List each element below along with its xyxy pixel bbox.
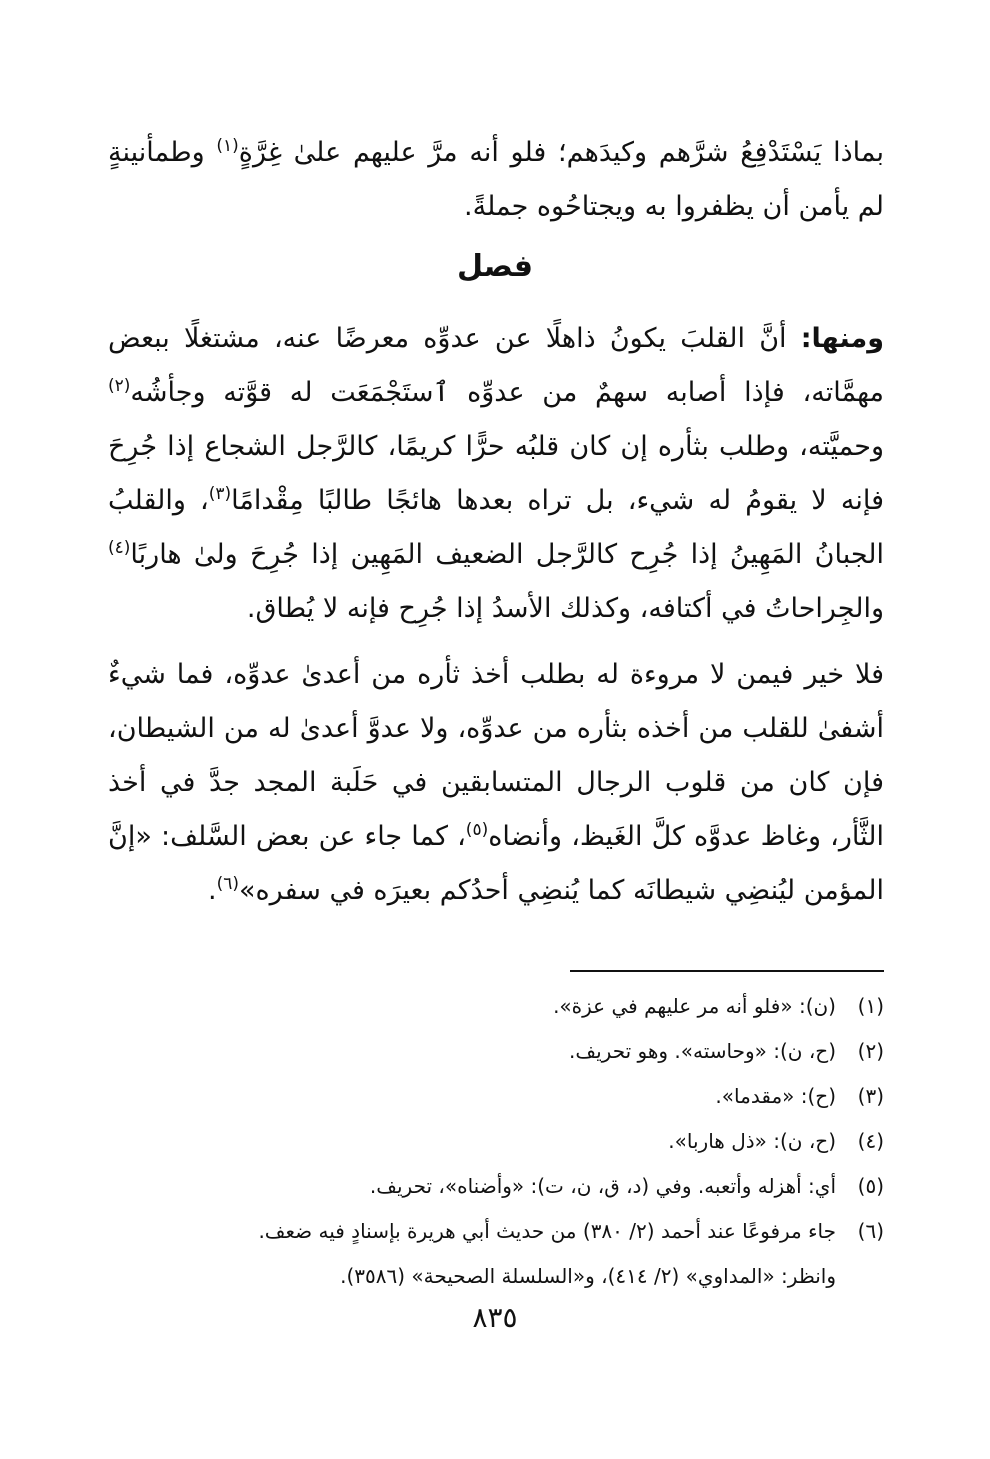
footnote-text: (ح): «مقدما». [715,1084,836,1108]
page-number: ٨٣٥ [472,1301,518,1334]
paragraph-2-text-a: أنَّ القلبَ يكونُ ذاهلًا عن عدوِّه معرضًا عنه، مشتغلًا ببعض مهمَّاته، فإذا أصابه سهمٌ من عدوِّه ٱستَجْمَعَت له قوَّته وجأشُه [108,323,884,408]
footnote-separator [570,970,884,972]
footnote-number: (٦) [857,1219,884,1243]
paragraph-3-text-b: ، كما جاء عن بعض السَّلف: «إنَّ المؤمن ليُنضِي شيطانَه كما يُنضِي أحدُكم بعيرَه في سفره» [108,821,884,906]
footnote-ref-1: (١) [216,136,239,156]
footnote-number: (٣) [857,1084,884,1108]
footnote-item [150,1029,884,1074]
footnote-ref-2: (٢) [108,376,131,396]
paragraph-3 [108,648,884,918]
footnote-item [150,1119,884,1164]
footnote-item [150,1209,884,1299]
paragraph-2-text-d: والجِراحاتُ في أكتافه، وكذلك الأسدُ إذا جُرِح فإنه لا يُطاق. [246,593,884,624]
footnotes-list [150,984,884,1299]
footnote-ref-5: (٥) [465,820,489,840]
section-heading: فصل [457,249,533,284]
paragraph-1-text-a: بماذا يَسْتَدْفِعُ شرَّهم وكيدَهم؛ فلو أنه مرَّ عليهم علىٰ غِرَّةٍ [238,137,884,168]
footnote-number: (٢) [857,1039,884,1063]
paragraph-3-text-a: فلا خير فيمن لا مروءة له بطلب أخذ ثأره من أعدىٰ عدوِّه، فما شيءٌ أشفىٰ للقلب من أخذه بثأره من عدوِّه، ولا عدوَّ أعدىٰ له من الشيطان، فإن كان من قلوب الرجال المتسابقين في حَلَبة المجد جدَّ في أخذ الثَّأر، وغاظ عدوَّه كلَّ الغَيظ، وأنضاه [108,659,884,852]
footnote-number: (٥) [857,1174,884,1198]
paragraph-1 [108,126,884,234]
footnote-continuation: وانظر: «المداوي» (٢/ ٤١٤)، و«السلسلة الصحيحة» (٣٥٨٦). [340,1264,836,1288]
paragraph-3-text-c: . [208,875,217,906]
footnote-item [150,984,884,1029]
footnote-text: أي: أهزله وأتعبه. وفي (د، ق، ن، ت): «وأضناه»، تحريف. [369,1174,836,1198]
footnote-ref-3: (٣) [208,484,232,504]
paragraph-2 [108,312,884,636]
footnote-text: (ح، ن): «ذل هاربا». [668,1129,836,1153]
footnote-ref-6: (٦) [216,874,240,894]
footnote-text: (ح، ن): «وحاسته». وهو تحريف. [569,1039,836,1063]
footnote-ref-4: (٤) [108,538,131,558]
paragraph-2-text-c: ، والقلبُ الجبانُ المَهِينُ إذا جُرِح كالرَّجل الضعيف المَهِين إذا جُرِحَ ولىٰ هاربًا [108,485,884,570]
paragraph-2-lead: ومنها: [800,323,884,354]
footnote-text: جاء مرفوعًا عند أحمد (٢/ ٣٨٠) من حديث أبي هريرة بإسنادٍ فيه ضعف. [258,1219,836,1243]
footnote-item [150,1074,884,1119]
paragraph-1-text-b: وطمأنينةٍ لم يأمن أن يظفروا به ويجتاحُوه جملةً. [108,137,884,222]
footnote-text: (ن): «فلو أنه مر عليهم في عزة». [553,994,836,1018]
footnote-item [150,1164,884,1209]
footnote-number: (٤) [857,1129,884,1153]
paragraph-2-text-b: وحميَّته، وطلب بثأره إن كان قلبُه حرًّا كريمًا، كالرَّجل الشجاع إذا جُرِحَ فإنه لا يقومُ له شيء، بل تراه بعدها هائجًا طالبًا مِقْدامًا [108,431,884,516]
footnote-number: (١) [857,994,884,1018]
